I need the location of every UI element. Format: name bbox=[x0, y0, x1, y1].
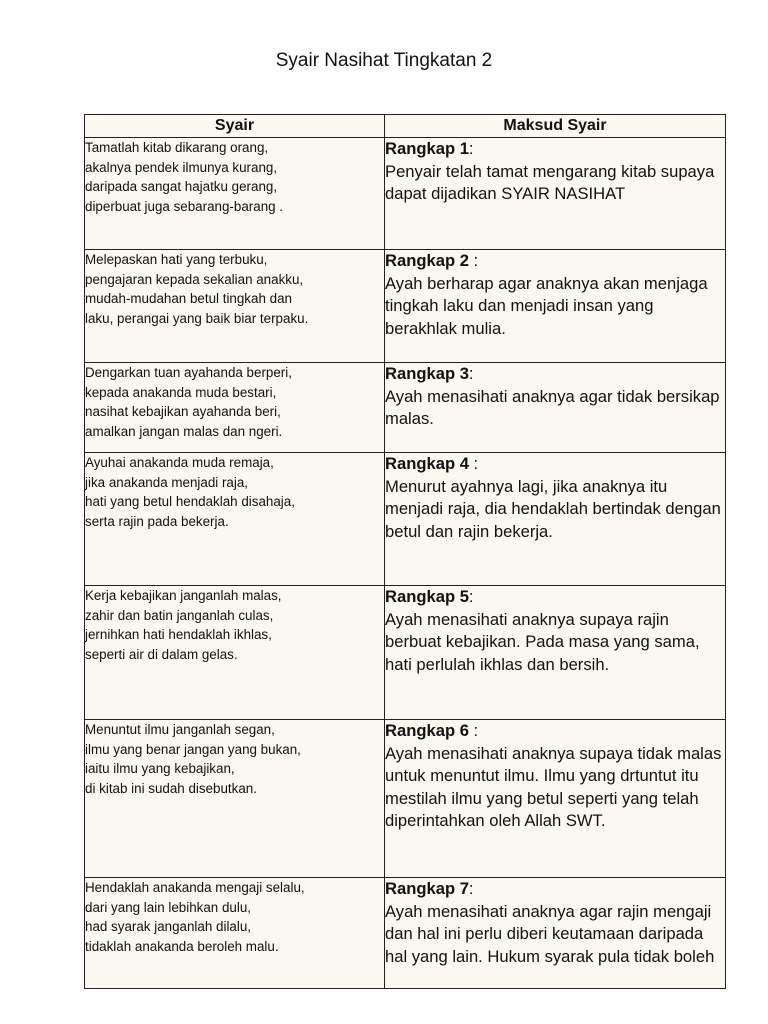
syair-stanza: Melepaskan hati yang terbuku, pengajaran kepada sekalian anakku, mudah-mudahan betul tingkah dan laku, perangai yang baik biar terpaku. bbox=[85, 250, 385, 363]
rangkap-colon: : bbox=[468, 454, 479, 473]
column-header-maksud: Maksud Syair bbox=[385, 115, 726, 138]
table-row bbox=[85, 453, 726, 586]
maksud-cell bbox=[385, 363, 726, 453]
maksud-cell bbox=[385, 138, 726, 250]
rangkap-colon: : bbox=[468, 364, 474, 383]
rangkap-colon: : bbox=[468, 879, 474, 898]
maksud-text: Ayah berharap agar anaknya akan menjaga tingkah laku dan menjadi insan yang berakhlak mulia. bbox=[385, 273, 708, 338]
table-header-row bbox=[85, 115, 726, 138]
maksud-cell bbox=[385, 720, 726, 878]
syair-stanza: Ayuhai anakanda muda remaja, jika anakanda menjadi raja, hati yang betul hendaklah disahaja, serta rajin pada bekerja. bbox=[85, 453, 385, 586]
syair-stanza: Kerja kebajikan janganlah malas, zahir dan batin janganlah culas, jernihkan hati hendaklah ikhlas, seperti air di dalam gelas. bbox=[85, 586, 385, 720]
maksud-text: Penyair telah tamat mengarang kitab supaya dapat dijadikan SYAIR NASIHAT bbox=[385, 161, 715, 203]
syair-table bbox=[84, 114, 726, 989]
syair-stanza: Menuntut ilmu janganlah segan, ilmu yang benar jangan yang bukan, iaitu ilmu yang kebajikan, di kitab ini sudah disebutkan. bbox=[85, 720, 385, 878]
maksud-text: Ayah menasihati anaknya supaya tidak malas untuk menuntut ilmu. Ilmu yang drtuntut itu mestilah ilmu yang betul seperti yang telah diperintahkan oleh Allah SWT. bbox=[385, 743, 722, 830]
maksud-cell bbox=[385, 453, 726, 586]
maksud-text: Ayah menasihati anaknya agar tidak bersikap malas. bbox=[385, 386, 720, 428]
rangkap-colon: : bbox=[468, 587, 474, 606]
page-title: Syair Nasihat Tingkatan 2 bbox=[275, 50, 493, 71]
maksud-text: Menurut ayahnya lagi, jika anaknya itu menjadi raja, dia hendaklah bertindak dengan betul dan rajin bekerja. bbox=[385, 476, 721, 541]
syair-stanza: Tamatlah kitab dikarang orang, akalnya pendek ilmunya kurang, daripada sangat hajatku gerang, diperbuat juga sebarang-barang . bbox=[85, 138, 385, 250]
maksud-cell bbox=[385, 878, 726, 989]
maksud-text: Ayah menasihati anaknya supaya rajin berbuat kebajikan. Pada masa yang sama, hati perlulah ikhlas dan bersih. bbox=[385, 609, 700, 674]
rangkap-colon: : bbox=[468, 251, 479, 270]
rangkap-label: Rangkap 7 bbox=[385, 879, 469, 898]
maksud-cell bbox=[385, 586, 726, 720]
rangkap-colon: : bbox=[468, 721, 479, 740]
table-row bbox=[85, 586, 726, 720]
maksud-cell bbox=[385, 250, 726, 363]
rangkap-label: Rangkap 4 bbox=[385, 454, 469, 473]
table-row bbox=[85, 720, 726, 878]
syair-stanza: Dengarkan tuan ayahanda berperi, kepada anakanda muda bestari, nasihat kebajikan ayahanda beri, amalkan jangan malas dan ngeri. bbox=[85, 363, 385, 453]
column-header-syair: Syair bbox=[85, 115, 385, 138]
rangkap-label: Rangkap 3 bbox=[385, 364, 469, 383]
table-row bbox=[85, 878, 726, 989]
rangkap-label: Rangkap 5 bbox=[385, 587, 469, 606]
rangkap-label: Rangkap 1 bbox=[385, 139, 469, 158]
table-row bbox=[85, 363, 726, 453]
maksud-text: Ayah menasihati anaknya agar rajin mengaji dan hal ini perlu diberi keutamaan daripada hal yang lain. Hukum syarak pula tidak boleh bbox=[385, 901, 715, 966]
table-row bbox=[85, 138, 726, 250]
table-row bbox=[85, 250, 726, 363]
rangkap-label: Rangkap 2 bbox=[385, 251, 469, 270]
syair-stanza: Hendaklah anakanda mengaji selalu, dari yang lain lebihkan dulu, had syarak janganlah dilalu, tidaklah anakanda beroleh malu. bbox=[85, 878, 385, 989]
rangkap-label: Rangkap 6 bbox=[385, 721, 469, 740]
rangkap-colon: : bbox=[468, 139, 474, 158]
